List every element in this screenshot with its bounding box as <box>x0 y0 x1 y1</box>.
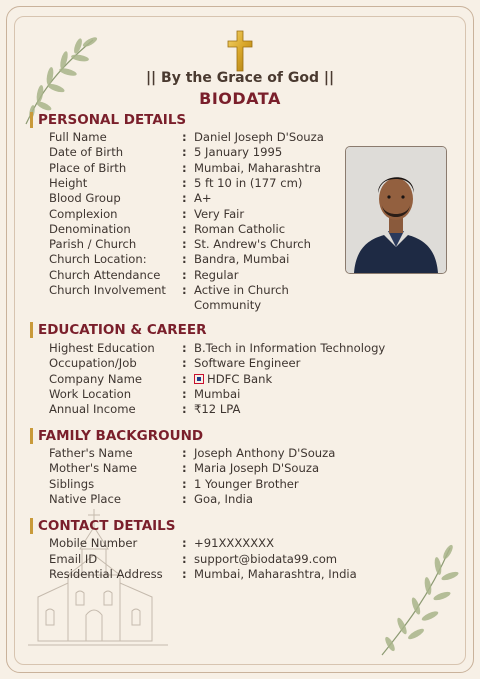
detail-row <box>49 356 394 371</box>
row-colon: : <box>182 372 187 386</box>
row-label: Mother's Name <box>49 461 138 475</box>
detail-row <box>49 461 394 476</box>
row-colon: : <box>182 207 187 221</box>
detail-row <box>49 191 394 206</box>
row-label: Native Place <box>49 492 122 506</box>
row-colon: : <box>182 145 187 159</box>
row-colon: : <box>182 130 187 144</box>
row-value: Mumbai, Maharashtra <box>194 161 321 175</box>
row-label: Parish / Church <box>49 237 137 251</box>
row-colon: : <box>182 161 187 175</box>
row-value: A+ <box>194 191 212 205</box>
bank-logo-icon <box>194 374 204 384</box>
detail-row <box>49 552 394 567</box>
row-value: ₹12 LPA <box>194 402 241 416</box>
detail-row <box>49 341 394 356</box>
section-accent-bar <box>30 518 33 534</box>
row-label: Church Location: <box>49 252 147 266</box>
row-colon: : <box>182 477 187 491</box>
section-title-personal <box>30 112 186 128</box>
section-accent-bar <box>30 112 33 128</box>
detail-row <box>49 387 394 402</box>
row-value: 1 Younger Brother <box>194 477 299 491</box>
row-value: 5 ft 10 in (177 cm) <box>194 176 303 190</box>
row-label: Father's Name <box>49 446 133 460</box>
row-value: +91XXXXXXX <box>194 536 275 550</box>
row-label: Church Attendance <box>49 268 161 282</box>
section-accent-bar <box>30 322 33 338</box>
detail-row <box>49 477 394 492</box>
row-label: Church Involvement <box>49 283 166 297</box>
row-value <box>194 372 394 387</box>
row-value: support@biodata99.com <box>194 552 338 566</box>
detail-row <box>49 130 394 145</box>
row-label: Complexion <box>49 207 118 221</box>
row-colon: : <box>182 492 187 506</box>
row-value: 5 January 1995 <box>194 145 283 159</box>
detail-row <box>49 207 394 222</box>
row-label: Height <box>49 176 88 190</box>
detail-row <box>49 402 394 417</box>
row-colon: : <box>182 461 187 475</box>
row-value: St. Andrew's Church <box>194 237 311 251</box>
section-title-text: CONTACT DETAILS <box>38 518 176 534</box>
row-colon: : <box>182 552 187 566</box>
row-label: Occupation/Job <box>49 356 137 370</box>
row-colon: : <box>182 536 187 550</box>
row-colon: : <box>182 283 187 297</box>
detail-row <box>49 536 394 551</box>
row-label: Date of Birth <box>49 145 124 159</box>
row-value: Regular <box>194 268 239 282</box>
row-value: Mumbai, Maharashtra, India <box>194 567 357 581</box>
row-label: Denomination <box>49 222 131 236</box>
person-portrait-icon <box>346 147 446 273</box>
row-colon: : <box>182 268 187 282</box>
detail-row <box>49 268 394 283</box>
detail-row <box>49 446 394 461</box>
detail-row <box>49 252 394 267</box>
detail-row <box>49 283 304 313</box>
detail-row <box>49 161 394 176</box>
row-value: Bandra, Mumbai <box>194 252 290 266</box>
section-accent-bar <box>30 428 33 444</box>
row-value: Very Fair <box>194 207 245 221</box>
row-colon: : <box>182 356 187 370</box>
row-label: Work Location <box>49 387 132 401</box>
row-label: Annual Income <box>49 402 136 416</box>
section-title-text: EDUCATION & CAREER <box>38 322 207 338</box>
row-value: Active in Church Community <box>194 283 289 312</box>
detail-row <box>49 145 394 160</box>
row-label: Siblings <box>49 477 95 491</box>
row-value: Mumbai <box>194 387 241 401</box>
row-colon: : <box>182 176 187 190</box>
row-value: Daniel Joseph D'Souza <box>194 130 324 144</box>
row-colon: : <box>182 191 187 205</box>
row-value: Software Engineer <box>194 356 301 370</box>
row-colon: : <box>182 341 187 355</box>
row-value: B.Tech in Information Technology <box>194 341 386 355</box>
detail-row <box>49 176 394 191</box>
section-title-contact <box>30 518 176 534</box>
section-title-text: PERSONAL DETAILS <box>38 112 187 128</box>
detail-row <box>49 492 394 507</box>
row-label: Residential Address <box>49 567 163 581</box>
row-value: Maria Joseph D'Souza <box>194 461 320 475</box>
detail-row <box>49 222 394 237</box>
row-label: Full Name <box>49 130 107 144</box>
detail-row <box>49 237 394 252</box>
row-label: Email ID <box>49 552 98 566</box>
row-label: Mobile Number <box>49 536 138 550</box>
row-colon: : <box>182 567 187 581</box>
section-title-text: FAMILY BACKGROUND <box>38 428 204 444</box>
row-label: Company Name <box>49 372 143 386</box>
row-value: Roman Catholic <box>194 222 286 236</box>
row-colon: : <box>182 446 187 460</box>
cross-icon <box>227 30 253 72</box>
section-title-family <box>30 428 203 444</box>
section-title-education <box>30 322 206 338</box>
row-value: Goa, India <box>194 492 254 506</box>
row-colon: : <box>182 402 187 416</box>
detail-row <box>49 372 394 387</box>
row-value: Joseph Anthony D'Souza <box>194 446 336 460</box>
row-label: Blood Group <box>49 191 121 205</box>
page-title: BIODATA <box>199 89 281 108</box>
row-colon: : <box>182 237 187 251</box>
row-colon: : <box>182 252 187 266</box>
row-colon: : <box>182 222 187 236</box>
company-name: HDFC Bank <box>207 372 273 386</box>
detail-row <box>49 567 394 582</box>
row-colon: : <box>182 387 187 401</box>
profile-photo <box>345 146 447 274</box>
grace-line: || By the Grace of God || <box>145 70 335 86</box>
row-label: Highest Education <box>49 341 155 355</box>
row-label: Place of Birth <box>49 161 127 175</box>
